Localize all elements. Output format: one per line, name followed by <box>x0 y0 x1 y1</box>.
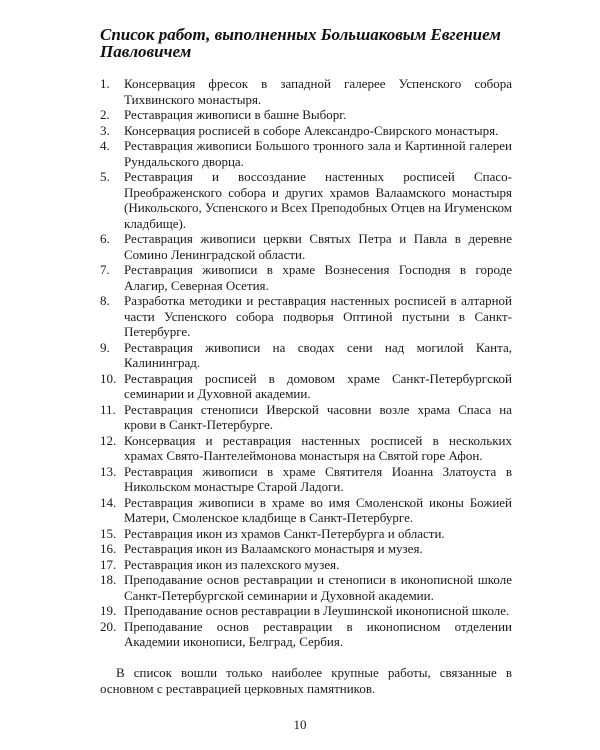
list-item-number: 14. <box>100 494 117 510</box>
page-heading: Список работ, выполненных Большаковым Евгением Павловичем <box>100 25 501 61</box>
list-item <box>100 169 512 231</box>
list-item <box>100 572 512 603</box>
list-item-text: Преподавание основ реставрации в Леушинской иконописной школе. <box>124 603 510 618</box>
list-item-number: 18. <box>100 572 117 587</box>
list-item <box>100 495 512 526</box>
list-item-text: Реставрация живописи в храме Вознесения Господня в городе Алагир, Северная Осетия. <box>124 262 512 293</box>
list-item <box>100 464 512 495</box>
list-item-text: Реставрация икон из храмов Санкт-Петербурга и области. <box>124 525 445 541</box>
list-item-text: Преподавание основ реставрации и стенописи в иконописной школе Санкт-Петербургской семинарии и Духовной академии. <box>124 572 512 603</box>
list-item-number: 4. <box>100 138 110 153</box>
list-item-text: Реставрация живописи в башне Выборг. <box>124 107 347 122</box>
list-item-text: Консервация росписей в соборе Александро-Свирского монастыря. <box>124 122 499 138</box>
list-item-number: 13. <box>100 463 117 479</box>
list-item <box>100 231 512 262</box>
list-item <box>100 138 512 169</box>
list-item <box>100 123 512 139</box>
list-item-number: 12. <box>100 432 117 448</box>
list-item <box>100 76 512 107</box>
list-item-number: 6. <box>100 231 110 246</box>
list-item-number: 19. <box>100 603 117 618</box>
list-item-text: Реставрация икон из Валаамского монастыря и музея. <box>124 541 423 556</box>
list-item-text: Реставрация живописи на сводах сени над могилой Канта, Калининград. <box>124 339 512 370</box>
list-item <box>100 402 512 433</box>
list-item-number: 5. <box>100 169 110 184</box>
list-item-number: 16. <box>100 541 117 556</box>
list-item-text: Реставрация живописи в храме во имя Смоленской иконы Божией Матери, Смоленское кладбище в Санкт-Петербурге. <box>124 494 512 525</box>
list-item-number: 11. <box>100 401 116 417</box>
closing-note: В список вошли только наиболее крупные работы, связанные в основном с реставрацией церковных памятников. <box>100 665 512 696</box>
list-item-number: 1. <box>100 76 110 91</box>
list-item-text: Реставрация стенописи Иверской часовни возле храма Спаса на крови в Санкт-Петербурге. <box>124 401 512 432</box>
list-item <box>100 541 512 557</box>
list-item-number: 2. <box>100 107 110 122</box>
list-item-text: Консервация и реставрация настенных росписей в нескольких храмах Свято-Пантелеймонова монастыря на Святой горе Афон. <box>124 432 512 463</box>
list-item-text: Реставрация икон из палехского музея. <box>124 556 340 572</box>
list-item-text: Реставрация живописи Большого тронного зала и Картинной галереи Рундальского дворца. <box>124 138 512 169</box>
list-item-number: 17. <box>100 556 117 572</box>
list-item-text: Реставрация живописи в храме Святителя Иоанна Златоуста в Никольском монастыре Старой Ладоги. <box>124 463 512 494</box>
list-item-text: Консервация фресок в западной галерее Успенского собора Тихвинского монастыря. <box>124 76 512 107</box>
list-item <box>100 526 512 542</box>
list-item <box>100 371 512 402</box>
list-item-number: 9. <box>100 339 110 355</box>
list-item <box>100 340 512 371</box>
list-item <box>100 107 512 123</box>
list-item-text: Реставрация живописи церкви Святых Петра и Павла в деревне Сомино Ленинградской области. <box>124 231 512 262</box>
list-item-text: Реставрация росписей в домовом храме Санкт-Петербургской семинарии и Духовной академии. <box>124 370 512 401</box>
list-item-text: Преподавание основ реставрации в иконописном отделении Академии иконописи, Белград, Сербия. <box>124 618 512 649</box>
list-item <box>100 603 512 619</box>
list-item-number: 10. <box>100 370 117 386</box>
list-item-number: 7. <box>100 262 110 277</box>
page-number: 10 <box>293 717 307 732</box>
list-item-text: Разработка методики и реставрация настенных росписей в алтарной части Успенского собора подворья Оптиной пустыни в Санкт-Петербурге. <box>124 293 512 339</box>
works-list <box>100 76 512 650</box>
list-item <box>100 262 512 293</box>
list-item <box>100 619 512 650</box>
list-item-number: 8. <box>100 293 110 308</box>
list-item <box>100 557 512 573</box>
list-item <box>100 293 512 340</box>
list-item-number: 15. <box>100 525 117 541</box>
list-item-number: 20. <box>100 618 117 634</box>
list-item <box>100 433 512 464</box>
list-item-text: Реставрация и воссоздание настенных росписей Спасо-Преображенского собора и других храмов Валаамского монастыря (Никольского, Успенского и Всех Преподобных Отцев на Игуменском кладбище). <box>124 169 512 231</box>
list-item-number: 3. <box>100 122 110 138</box>
